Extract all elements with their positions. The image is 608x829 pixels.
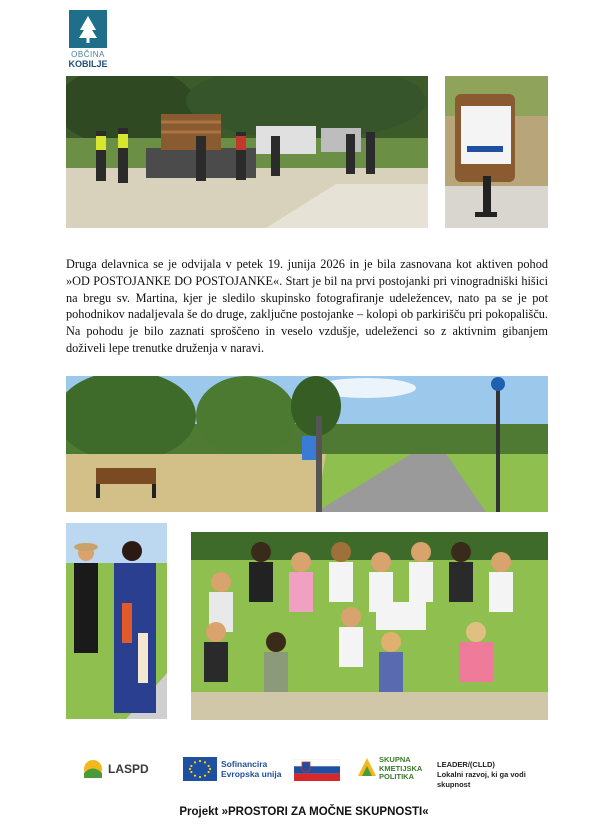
skp-line-3: POLITIKA [379, 772, 414, 781]
photo-two-women [66, 523, 167, 719]
laspd-logo [82, 758, 160, 780]
skp-logo [358, 756, 428, 784]
photo-info-post [445, 76, 548, 228]
municipality-logo [66, 10, 110, 69]
eu-text-line-1: Sofinancira [221, 759, 268, 769]
project-title: Projekt »PROSTORI ZA MOČNE SKUPNOSTI« [179, 806, 429, 818]
photo-group [191, 532, 548, 720]
leader-line-1: LEADER/(CLLD) [437, 760, 495, 769]
eu-flag-icon [183, 757, 217, 781]
eu-text-line-2: Evropska unija [221, 769, 282, 779]
eu-cofinanced-logo [183, 757, 283, 783]
laspd-label: LASPD [108, 762, 149, 776]
photo-walking-path [66, 376, 548, 512]
slovenia-flag [294, 759, 340, 781]
skp-line-1: SKUPNA [379, 755, 411, 764]
laspd-logo-icon [82, 758, 104, 780]
leader-line-2: Lokalni razvoj, ki ga vodi skupnost [437, 770, 526, 789]
photo-trailer-workshop [66, 76, 428, 228]
logo-line-2: KOBILJE [68, 59, 108, 69]
logo-line-1: OBČINA [71, 50, 105, 59]
skp-logo-icon [358, 758, 376, 776]
slovenia-flag-icon [294, 759, 340, 781]
leader-logo [437, 760, 547, 789]
municipality-crest-icon [69, 10, 107, 48]
workshop-description: Druga delavnica se je odvijala v petek 19. junija 2026 in je bila zasnovana kot aktiven pohod »OD POSTOJANKE DO POSTOJANKE«. Start je bil na prvi postojanki pri vinogradniški hišici na bregu sv. Martina, kjer je sledilo skupinsko fotografiranje udeležencev, nato pa se je pot pohodnikov nadaljevala še do druge, zaključne postojanke – kolopi ob parkirišču pri pokopališču. Na pohodu je bilo zaznati sproščeno in veselo vzdušje, udeleženci so z aktivnim gibanjem doživeli lepe trenutke druženja v naravi. [66, 257, 548, 355]
skp-line-2: KMETIJSKA [379, 763, 423, 773]
